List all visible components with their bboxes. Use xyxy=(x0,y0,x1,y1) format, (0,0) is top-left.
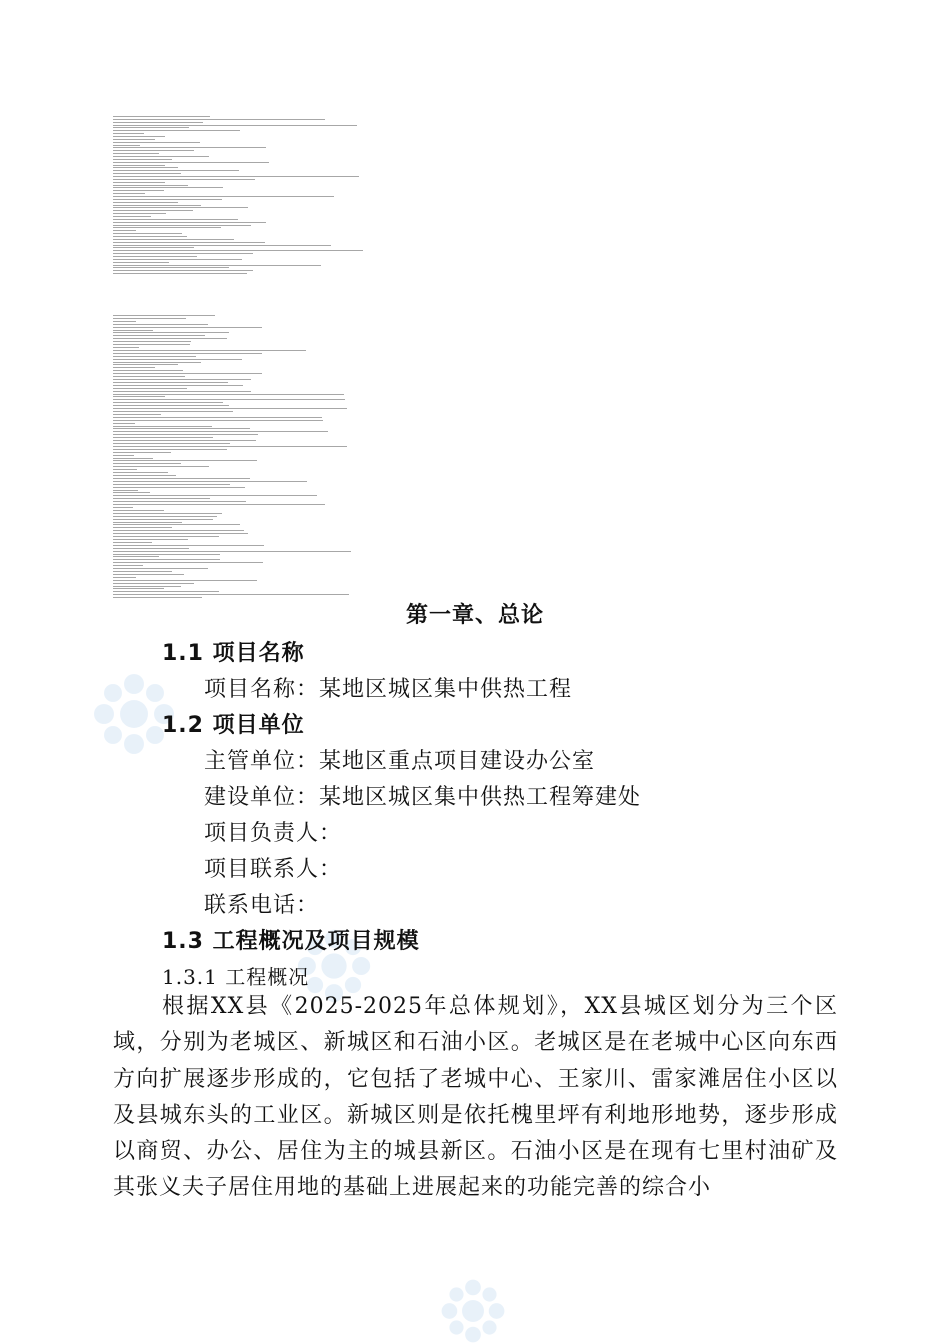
illegible-text-line xyxy=(113,338,227,339)
illegible-text-line xyxy=(113,574,184,575)
illegible-text-line xyxy=(113,405,229,406)
project-contact-line: 项目联系人： xyxy=(204,857,343,882)
illegible-text-line xyxy=(113,116,210,117)
illegible-text-line xyxy=(113,233,182,234)
illegible-text-line xyxy=(113,373,262,374)
illegible-text-line xyxy=(113,484,230,485)
illegible-text-line xyxy=(113,399,345,400)
illegible-text-line xyxy=(113,388,187,389)
illegible-text-line xyxy=(113,219,238,220)
illegible-text-line xyxy=(113,167,178,168)
illegible-text-line xyxy=(113,364,178,365)
illegible-text-line xyxy=(113,588,164,589)
illegible-text-line xyxy=(113,420,323,421)
illegible-text-line xyxy=(113,367,155,368)
illegible-text-line xyxy=(113,359,242,360)
illegible-text-line xyxy=(113,356,196,357)
illegible-text-line xyxy=(113,513,222,514)
illegible-text-line xyxy=(113,370,183,371)
overview-paragraph: 根据XX县《2025-2025年总体规划》，XX县城区划分为三个区域，分别为老城区、新城区和石油小区。老城区是在老城中心区向东西方向扩展逐步形成的，它包括了老城中心、王家川、雷家滩居住小区以及县城东头的工业区。新城区则是依托槐里坪有利地形地势，逐步形成以商贸、办公、居住为主的城县新区。石油小区是在现有七里村油矿及其张义夫子居住用地的基础上进展起来的功能完善的综合小 xyxy=(113,994,838,1201)
illegible-text-line xyxy=(113,548,189,549)
illegible-text-line xyxy=(113,577,136,578)
illegible-text-line xyxy=(113,394,344,395)
illegible-text-line xyxy=(113,150,194,151)
illegible-text-line xyxy=(113,362,201,363)
illegible-text-line xyxy=(113,327,262,328)
illegible-text-line xyxy=(113,463,181,464)
illegible-text-line xyxy=(113,551,351,552)
illegible-text-line xyxy=(113,449,227,450)
section-heading-1-2: 1.2 项目单位 xyxy=(162,713,305,738)
illegible-text-line xyxy=(113,147,266,148)
illegible-text-line xyxy=(113,431,328,432)
illegible-text-line xyxy=(113,417,322,418)
illegible-text-line xyxy=(113,145,140,146)
illegible-text-line xyxy=(113,196,334,197)
illegible-text-line xyxy=(113,554,220,555)
illegible-text-line xyxy=(113,437,213,438)
illegible-text-line xyxy=(113,594,349,595)
illegible-text-line xyxy=(113,179,255,180)
illegible-text-line xyxy=(113,176,359,177)
illegible-text-line xyxy=(113,490,138,491)
illegible-text-line xyxy=(113,559,220,560)
illegible-text-line xyxy=(113,142,200,143)
illegible-text-line xyxy=(113,187,223,188)
illegible-text-line xyxy=(113,353,262,354)
illegible-text-line xyxy=(113,227,221,228)
illegible-text-line xyxy=(113,385,243,386)
illegible-text-line xyxy=(113,411,233,412)
illegible-text-line xyxy=(113,571,172,572)
illegible-text-line xyxy=(113,213,166,214)
illegible-text-line xyxy=(113,127,189,128)
illegible-text-line xyxy=(113,565,143,566)
illegible-text-line xyxy=(113,193,145,194)
illegible-text-line xyxy=(113,536,219,537)
illegible-text-line xyxy=(113,321,136,322)
illegible-text-line xyxy=(113,487,245,488)
illegible-text-line xyxy=(113,458,153,459)
illegible-text-line xyxy=(113,133,144,134)
illegible-text-line xyxy=(113,495,317,496)
illegible-text-line xyxy=(113,391,251,392)
illegible-text-line xyxy=(113,216,151,217)
illegible-text-line xyxy=(113,498,210,499)
illegible-text-line xyxy=(113,446,347,447)
illegible-text-line xyxy=(113,501,246,502)
illegible-text-line xyxy=(113,408,347,409)
illegible-text-block-middle xyxy=(113,315,373,600)
illegible-text-line xyxy=(113,396,165,397)
illegible-text-line xyxy=(113,347,139,348)
illegible-text-line xyxy=(113,481,307,482)
illegible-text-line xyxy=(113,475,176,476)
illegible-text-line xyxy=(113,239,234,240)
illegible-text-line xyxy=(113,185,188,186)
illegible-text-line xyxy=(113,165,165,166)
illegible-text-line xyxy=(113,256,197,257)
illegible-text-block-top xyxy=(113,116,393,276)
illegible-text-line xyxy=(113,202,178,203)
supervising-unit-line: 主管单位：某地区重点项目建设办公室 xyxy=(204,749,596,774)
illegible-text-line xyxy=(113,379,251,380)
illegible-text-line xyxy=(113,130,240,131)
illegible-text-line xyxy=(113,190,164,191)
illegible-text-line xyxy=(113,507,133,508)
illegible-text-line xyxy=(113,330,153,331)
illegible-text-line xyxy=(113,267,229,268)
illegible-text-line xyxy=(113,428,250,429)
illegible-text-line xyxy=(113,443,230,444)
illegible-text-line xyxy=(113,472,168,473)
illegible-text-line xyxy=(113,460,257,461)
illegible-text-line xyxy=(113,545,264,546)
illegible-text-line xyxy=(113,324,208,325)
illegible-text-line xyxy=(113,335,205,336)
illegible-text-line xyxy=(113,222,266,223)
project-leader-line: 项目负责人： xyxy=(204,821,343,846)
illegible-text-line xyxy=(113,173,181,174)
illegible-text-line xyxy=(113,315,215,316)
illegible-text-line xyxy=(113,455,134,456)
illegible-text-line xyxy=(113,586,181,587)
illegible-text-line xyxy=(113,591,219,592)
illegible-text-line xyxy=(113,466,209,467)
illegible-text-line xyxy=(113,426,212,427)
illegible-text-line xyxy=(113,522,182,523)
illegible-text-line xyxy=(113,230,136,231)
illegible-text-line xyxy=(113,253,253,254)
illegible-text-line xyxy=(113,344,190,345)
illegible-text-line xyxy=(113,122,203,123)
illegible-text-line xyxy=(113,478,250,479)
section-heading-1-1: 1.1 项目名称 xyxy=(162,641,305,666)
subsection-heading-1-3-1: 1.3.1 工程概况 xyxy=(162,965,310,989)
construction-unit-line: 建设单位：某地区城区集中供热工程筹建处 xyxy=(204,785,642,810)
illegible-text-line xyxy=(113,236,187,237)
illegible-text-line xyxy=(113,382,228,383)
illegible-text-line xyxy=(113,530,244,531)
project-name-line: 项目名称：某地区城区集中供热工程 xyxy=(204,677,573,702)
illegible-text-line xyxy=(113,153,159,154)
illegible-text-line xyxy=(113,162,269,163)
illegible-text-line xyxy=(113,182,165,183)
illegible-text-line xyxy=(113,259,242,260)
illegible-text-line xyxy=(113,119,325,120)
illegible-text-line xyxy=(113,402,223,403)
illegible-text-line xyxy=(113,504,325,505)
illegible-text-line xyxy=(113,139,155,140)
illegible-text-line xyxy=(113,414,161,415)
snowflake-watermark-icon xyxy=(440,1278,506,1344)
illegible-text-line xyxy=(113,583,194,584)
illegible-text-line xyxy=(113,332,229,333)
illegible-text-line xyxy=(113,341,191,342)
illegible-text-line xyxy=(113,156,209,157)
contact-phone-line: 联系电话： xyxy=(204,893,320,918)
illegible-text-line xyxy=(113,469,137,470)
illegible-text-line xyxy=(113,207,248,208)
illegible-text-line xyxy=(113,542,152,543)
illegible-text-line xyxy=(113,376,185,377)
illegible-text-line xyxy=(113,527,172,528)
illegible-text-line xyxy=(113,562,263,563)
illegible-text-line xyxy=(113,242,265,243)
illegible-text-line xyxy=(113,452,171,453)
illegible-text-line xyxy=(113,533,248,534)
illegible-text-line xyxy=(113,568,208,569)
illegible-text-line xyxy=(113,265,321,266)
illegible-text-line xyxy=(113,492,150,493)
illegible-text-line xyxy=(113,205,201,206)
illegible-text-line xyxy=(113,516,217,517)
illegible-text-line xyxy=(113,318,186,319)
illegible-text-line xyxy=(113,423,135,424)
illegible-text-line xyxy=(113,262,169,263)
illegible-text-line xyxy=(113,519,213,520)
illegible-text-line xyxy=(113,136,165,137)
illegible-text-line xyxy=(113,434,258,435)
illegible-text-line xyxy=(113,580,257,581)
illegible-text-line xyxy=(113,210,193,211)
illegible-text-line xyxy=(113,159,172,160)
illegible-text-line xyxy=(113,247,194,248)
illegible-text-line xyxy=(113,556,159,557)
illegible-text-line xyxy=(113,250,363,251)
illegible-text-line xyxy=(113,170,239,171)
illegible-text-line xyxy=(113,524,240,525)
illegible-text-line xyxy=(113,245,331,246)
illegible-text-line xyxy=(113,510,164,511)
illegible-text-line xyxy=(113,125,357,126)
illegible-text-line xyxy=(113,225,251,226)
illegible-text-line xyxy=(113,273,247,274)
chapter-title: 第一章、总论 xyxy=(405,603,544,628)
illegible-text-line xyxy=(113,270,253,271)
illegible-text-line xyxy=(113,199,222,200)
illegible-text-line xyxy=(113,440,256,441)
illegible-text-line xyxy=(113,539,188,540)
section-heading-1-3: 1.3 工程概况及项目规模 xyxy=(162,929,420,954)
illegible-text-line xyxy=(113,350,306,351)
